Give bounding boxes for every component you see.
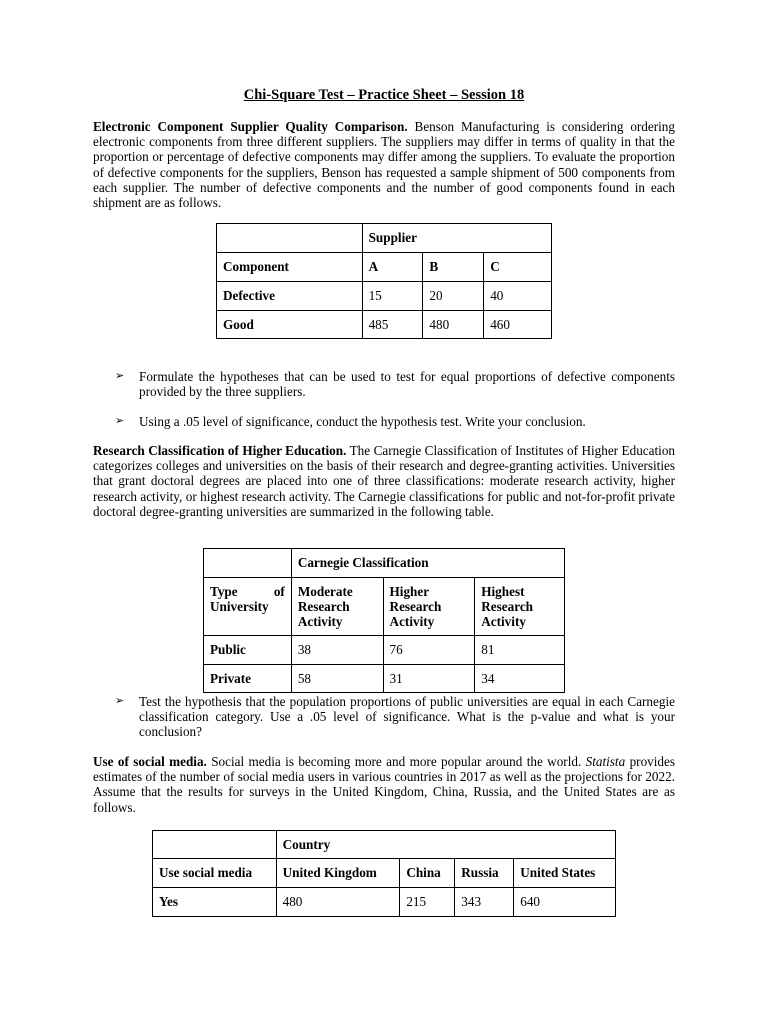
table-row xyxy=(204,665,565,693)
table-column-header: Highest Research Activity xyxy=(475,578,565,636)
table-cell: 640 xyxy=(514,888,616,917)
table-row xyxy=(153,888,616,917)
table-row-header: Component xyxy=(217,253,363,282)
section2-body: The Carnegie Classification of Institutes of Higher Education categorizes colleges and universities on the basis of their research and degree-granting activities. Universities that grant doctoral degrees are placed into one of three classifications: moderate research activity, higher research activity, or highest research activity. The Carnegie classifications for public and not-for-profit private doctoral degree-granting universities are summarized in the following table. xyxy=(93,443,676,519)
table-row-header: Use social media xyxy=(153,859,277,888)
section3-paragraph xyxy=(93,754,675,815)
table-cell: 38 xyxy=(291,636,383,665)
table-cell: 480 xyxy=(423,311,484,339)
table-column-header: China xyxy=(400,859,455,888)
table-column-header: Russia xyxy=(455,859,514,888)
table-group-header: Carnegie Classification xyxy=(291,549,564,578)
table-group-header: Country xyxy=(276,831,615,859)
arrow-bullet-icon: ➢ xyxy=(115,370,125,382)
table-column-header: C xyxy=(484,253,552,282)
table-column-header: Higher Research Activity xyxy=(383,578,475,636)
section3-body-before: Social media is becoming more and more popular around the world. xyxy=(211,754,582,769)
section1-body: Benson Manufacturing is considering ordering electronic components from three different suppliers. The suppliers may differ in terms of quality in that the proportion or percentage of defective components may differ among the suppliers. To evaluate the proportion of defective components for the suppliers, Benson has requested a sample shipment of 500 components from each supplier. The number of defective components and the number of good components found in each shipment are as follows. xyxy=(93,119,675,211)
table-cell: 31 xyxy=(383,665,475,693)
table-cell: 215 xyxy=(400,888,455,917)
table-group-header: Supplier xyxy=(362,224,551,253)
section3-body-after: provides estimates of the number of social media users in various countries in 2017 as well as the projections for 2022. Assume that the results for surveys in the United Kingdom, China, Russia, and the United States are as follows. xyxy=(93,754,675,815)
supplier-table xyxy=(216,223,552,339)
table-row-label: Public xyxy=(204,636,292,665)
table-row-header: Type of University xyxy=(204,578,292,636)
table-cell: 58 xyxy=(291,665,383,693)
page-title: Chi-Square Test – Practice Sheet – Session 18 xyxy=(243,87,525,103)
table-row xyxy=(217,311,552,339)
table-cell: 76 xyxy=(383,636,475,665)
table-row xyxy=(204,636,565,665)
section2-paragraph xyxy=(93,443,675,519)
social-media-table xyxy=(152,830,616,917)
table-cell: 34 xyxy=(475,665,565,693)
table-cell-empty xyxy=(153,831,277,859)
table-row xyxy=(217,282,552,311)
bullet-text: Formulate the hypotheses that can be used to test for equal proportions of defective components provided by the three suppliers. xyxy=(139,369,675,400)
table-cell: 40 xyxy=(484,282,552,311)
table-column-header: United States xyxy=(514,859,616,888)
table-cell: 15 xyxy=(362,282,423,311)
table-row-label: Private xyxy=(204,665,292,693)
arrow-bullet-icon: ➢ xyxy=(115,695,125,707)
table-column-header: United Kingdom xyxy=(276,859,400,888)
table-row-label: Defective xyxy=(217,282,363,311)
bullet-text: Using a .05 level of significance, conduct the hypothesis test. Write your conclusion. xyxy=(139,414,586,429)
table-column-header: A xyxy=(362,253,423,282)
table-cell: 460 xyxy=(484,311,552,339)
table-column-header: Moderate Research Activity xyxy=(291,578,383,636)
section1-heading: Electronic Component Supplier Quality Comparison. xyxy=(93,119,408,134)
table-cell: 485 xyxy=(362,311,423,339)
section3-heading: Use of social media. xyxy=(93,754,207,769)
table-cell: 81 xyxy=(475,636,565,665)
source-name: Statista xyxy=(585,754,626,769)
table-cell: 343 xyxy=(455,888,514,917)
bullet-text: Test the hypothesis that the population proportions of public universities are equal in each Carnegie classification category. Use a .05 level of significance. What is the p-value and what is your conclusion? xyxy=(139,694,675,740)
table-row-label: Good xyxy=(217,311,363,339)
section2-heading: Research Classification of Higher Education. xyxy=(93,443,347,458)
table-cell-empty xyxy=(204,549,292,578)
carnegie-table xyxy=(203,548,565,693)
table-column-header: B xyxy=(423,253,484,282)
table-cell-empty xyxy=(217,224,363,253)
arrow-bullet-icon: ➢ xyxy=(115,415,125,427)
table-cell: 20 xyxy=(423,282,484,311)
section1-paragraph xyxy=(93,119,675,210)
table-cell: 480 xyxy=(276,888,400,917)
table-row-label: Yes xyxy=(153,888,277,917)
